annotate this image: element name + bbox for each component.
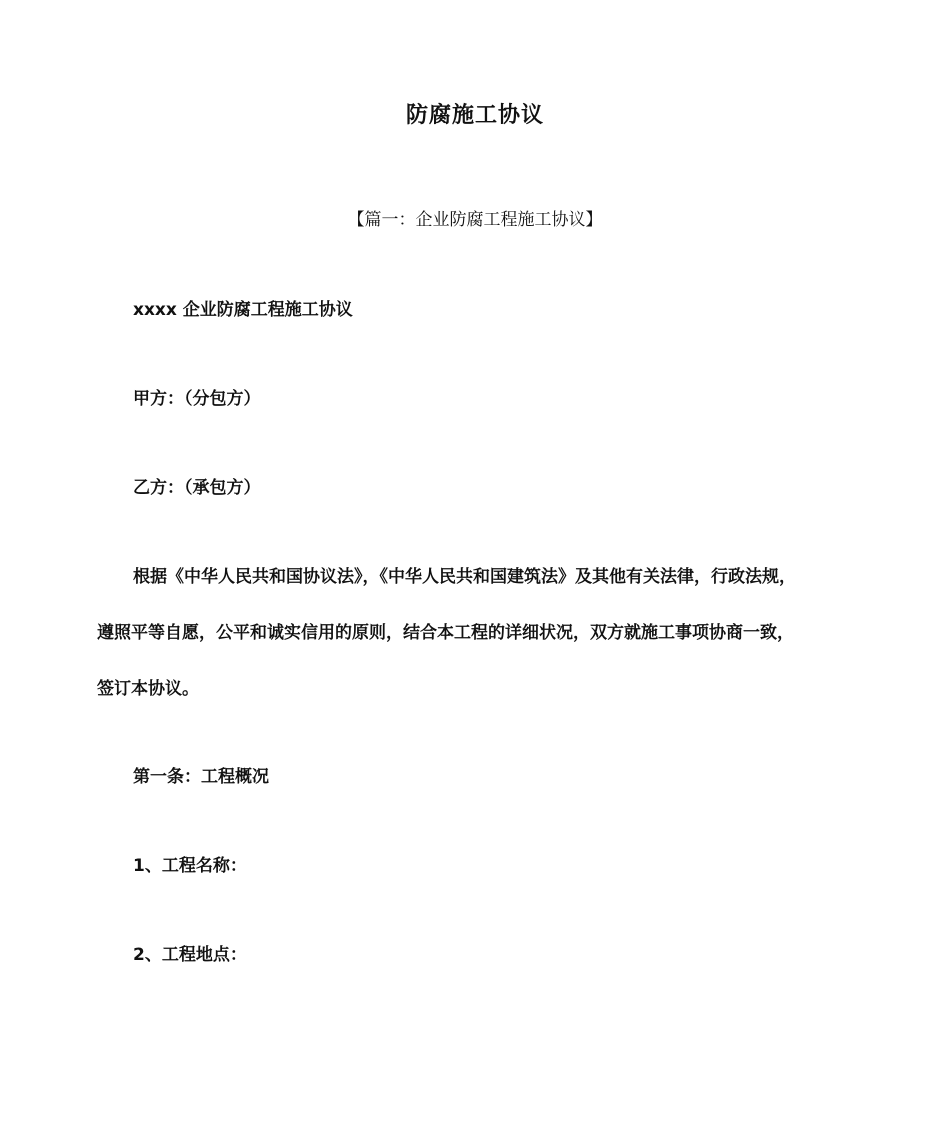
document-title: 防腐施工协议 [405,103,544,128]
intro-paragraph-line-2: 遵照平等自愿，公平和诚实信用的原则，结合本工程的详细状况，双方就施工事项协商一致， [97,623,794,643]
article-1-title: 第一条：工程概况 [133,767,269,787]
agreement-heading: xxxx 企业防腐工程施工协议 [133,300,353,320]
intro-paragraph-line-1: 根据《中华人民共和国协议法》，《中华人民共和国建筑法》及其他有关法律，行政法规， [133,567,796,587]
party-b-line: 乙方：（承包方） [133,478,261,498]
intro-paragraph-line-3: 签订本协议。 [97,679,199,699]
section-subtitle: 【篇一：企业防腐工程施工协议】 [347,210,603,230]
project-name-item: 1、工程名称： [133,856,247,876]
project-location-item: 2、工程地点： [133,945,247,965]
party-a-line: 甲方：（分包方） [133,389,261,409]
